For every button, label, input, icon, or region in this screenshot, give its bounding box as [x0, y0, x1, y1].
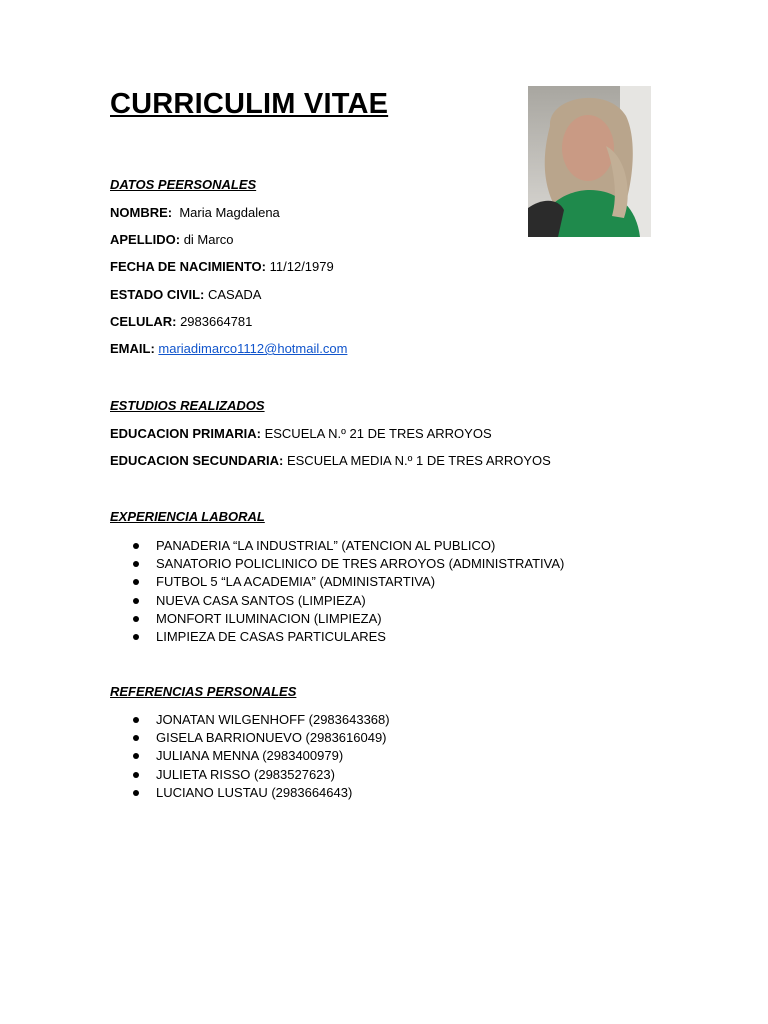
name-label: NOMBRE:	[110, 205, 173, 220]
name-value: Maria Magdalena	[179, 205, 280, 220]
secondary-education-label: EDUCACION SECUNDARIA:	[110, 453, 284, 468]
bullet-icon	[133, 634, 139, 640]
bullet-icon	[133, 616, 139, 622]
list-item	[110, 610, 564, 628]
profile-photo	[528, 86, 651, 237]
references-list	[110, 711, 390, 802]
secondary-education-field	[110, 453, 551, 468]
marital-status-value: CASADA	[208, 287, 262, 302]
bullet-icon	[133, 543, 139, 549]
email-label: EMAIL:	[110, 341, 155, 356]
primary-education-field	[110, 426, 492, 441]
references-heading: REFERENCIAS PERSONALES	[110, 684, 297, 699]
bullet-icon	[133, 772, 139, 778]
list-item-text: JULIANA MENNA (2983400979)	[156, 748, 344, 764]
birthdate-label: FECHA DE NACIMIENTO:	[110, 259, 266, 274]
surname-value: di Marco	[183, 232, 234, 247]
phone-label: CELULAR:	[110, 314, 177, 329]
birthdate-value: 11/12/1979	[269, 259, 334, 274]
list-item	[110, 711, 390, 729]
surname-label: APELLIDO:	[110, 232, 181, 247]
list-item	[110, 555, 564, 573]
list-item	[110, 573, 564, 591]
birthdate-field	[110, 259, 334, 274]
marital-status-label: ESTADO CIVIL:	[110, 287, 205, 302]
list-item-text: SANATORIO POLICLINICO DE TRES ARROYOS (ADMINISTRATIVA)	[156, 556, 565, 572]
list-item-text: JONATAN WILGENHOFF (2983643368)	[156, 712, 390, 727]
name-field	[110, 205, 280, 220]
secondary-education-value: ESCUELA MEDIA N.º 1 DE TRES ARROYOS	[286, 453, 551, 468]
primary-education-label: EDUCACION PRIMARIA:	[110, 426, 261, 441]
phone-field	[110, 314, 252, 329]
list-item-text: MONFORT ILUMINACION (LIMPIEZA)	[156, 610, 382, 626]
list-item-text: LIMPIEZA DE CASAS PARTICULARES	[156, 628, 386, 644]
personal-data-heading: DATOS PEERSONALES	[110, 177, 257, 192]
list-item	[110, 784, 390, 802]
list-item	[110, 537, 564, 555]
list-item	[110, 747, 390, 765]
list-item-text: NUEVA CASA SANTOS (LIMPIEZA)	[156, 592, 366, 608]
marital-status-field	[110, 287, 261, 302]
bullet-icon	[133, 561, 139, 567]
list-item-text: LUCIANO LUSTAU (2983664643)	[156, 784, 353, 800]
education-heading: ESTUDIOS REALIZADOS	[110, 398, 265, 413]
list-item	[110, 729, 390, 747]
list-item	[110, 592, 564, 610]
list-item-text: PANADERIA “LA INDUSTRIAL” (ATENCION AL PUBLICO)	[156, 538, 496, 553]
primary-education-value: ESCUELA N.º 21 DE TRES ARROYOS	[264, 426, 492, 441]
surname-field	[110, 232, 234, 247]
work-experience-list	[110, 537, 564, 646]
bullet-icon	[133, 735, 139, 741]
email-field	[110, 341, 347, 356]
phone-value: 2983664781	[180, 314, 253, 329]
list-item-text: FUTBOL 5 “LA ACADEMIA” (ADMINISTARTIVA)	[156, 574, 436, 590]
bullet-icon	[133, 598, 139, 604]
list-item-text: GISELA BARRIONUEVO (2983616049)	[156, 730, 387, 746]
bullet-icon	[133, 790, 139, 796]
bullet-icon	[133, 717, 139, 723]
list-item	[110, 766, 390, 784]
list-item	[110, 628, 564, 646]
document-title: CURRICULIM VITAE	[110, 88, 389, 120]
work-experience-heading: EXPERIENCIA LABORAL	[110, 509, 265, 524]
list-item-text: JULIETA RISSO (2983527623)	[156, 766, 335, 782]
bullet-icon	[133, 579, 139, 585]
email-link[interactable]: mariadimarco1112@hotmail.com	[158, 341, 348, 356]
bullet-icon	[133, 753, 139, 759]
